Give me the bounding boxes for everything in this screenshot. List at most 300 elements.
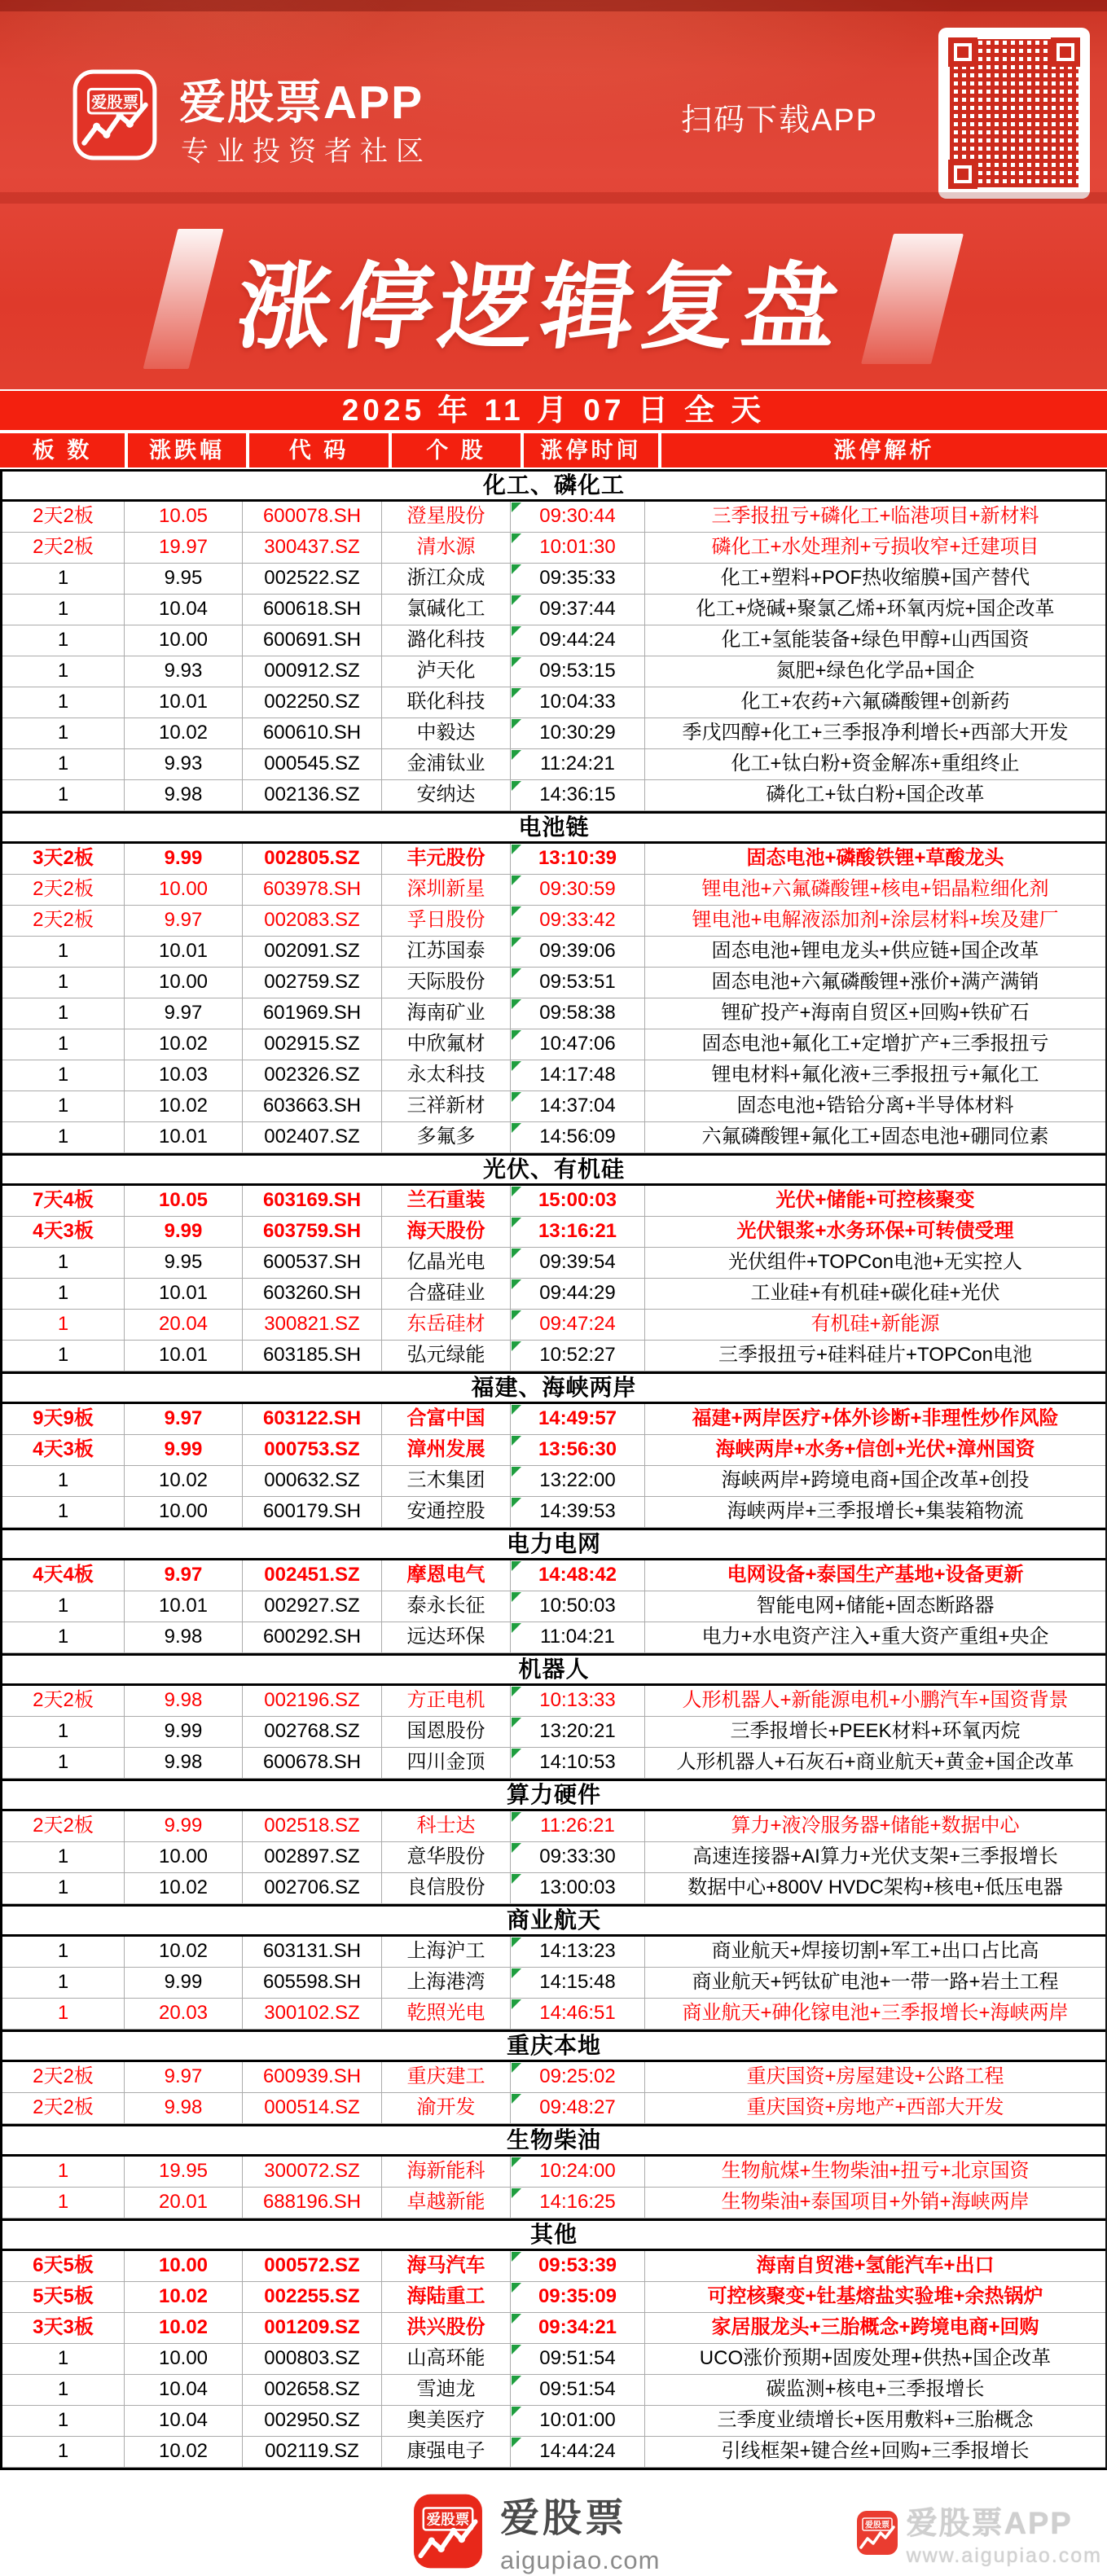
cell-analysis: 三季报扭亏+硅料硅片+TOPCon电池 [718,1344,1032,1366]
cell-stock: 联化科技 [382,687,511,718]
cell-analysis: 固态电池+锆铪分离+半导体材料 [736,1095,1014,1117]
cell-boards: 1 [2,1279,125,1309]
cell-analysis: 固态电池+锂电龙头+供应链+国企改革 [711,940,1039,962]
cell-stock: 康强电子 [382,2437,511,2467]
cell-stock: 泸天化 [382,656,511,687]
cell-code: 002196.SZ [243,1686,382,1716]
cell-analysis: 商业航天+砷化镓电池+三季报增长+海峡两岸 [682,2002,1069,2024]
cell-stock: 澄星股份 [382,502,511,532]
cell-analysis: 光伏组件+TOPCon电池+无实控人 [728,1251,1022,1273]
cell-pct: 9.98 [125,780,243,810]
cell-stock: 上海沪工 [382,1937,511,1967]
cell-boards: 1 [2,1497,125,1527]
cell-pct: 19.97 [125,533,243,563]
cell-analysis: 引线框架+键合丝+回购+三季报增长 [721,2440,1030,2462]
cell-boards: 1 [2,1748,125,1778]
cell-code: 002759.SZ [243,968,382,998]
cell-stock: 海马汽车 [382,2251,511,2281]
cell-pct: 9.98 [125,1622,243,1652]
cell-time: 14:49:57 [511,1404,645,1434]
cell-analysis: 季戊四醇+化工+三季报净利增长+西部大开发 [682,722,1069,744]
cell-pct: 10.00 [125,875,243,905]
cell-pct: 9.98 [125,1686,243,1716]
cell-time: 09:37:44 [511,595,645,625]
cell-code: 600292.SH [243,1622,382,1652]
column-header-code: 代 码 [249,433,389,467]
cell-stock: 上海港湾 [382,1968,511,1998]
cell-code: 600618.SH [243,595,382,625]
cell-stock: 弘元绿能 [382,1341,511,1371]
cell-stock: 良信股份 [382,1873,511,1903]
cell-boards: 1 [2,749,125,779]
stock-row [2,1341,1105,1371]
cell-analysis: 电力+水电资产注入+重大资产重组+央企 [701,1626,1049,1648]
stock-row [2,1310,1105,1341]
cell-boards: 1 [2,2188,125,2218]
cell-stock: 渝开发 [382,2093,511,2123]
cell-boards: 4天3板 [2,1217,125,1247]
stock-row [2,1937,1105,1968]
cell-stock: 四川金顶 [382,1748,511,1778]
cell-pct: 9.95 [125,1248,243,1278]
cell-stock: 亿晶光电 [382,1248,511,1278]
app-banner [0,0,1107,389]
cell-boards: 3天3板 [2,2313,125,2343]
cell-pct: 9.93 [125,656,243,687]
cell-stock: 三木集团 [382,1466,511,1496]
stock-row [2,1279,1105,1310]
cell-time: 09:39:06 [511,937,645,967]
cell-boards: 9天9板 [2,1404,125,1434]
cell-stock: 意华股份 [382,1842,511,1872]
cell-analysis: 家居服龙头+三胎概念+跨境电商+回购 [711,2316,1039,2338]
title-accent-right [861,234,964,364]
cell-stock: 海陆重工 [382,2282,511,2312]
cell-code: 002927.SZ [243,1591,382,1622]
stock-row [2,1748,1105,1779]
stock-row [2,1060,1105,1091]
cell-boards: 1 [2,625,125,656]
stock-row [2,780,1105,811]
stock-row [2,718,1105,749]
cell-analysis: 可控核聚变+钍基熔盐实验堆+余热锅炉 [707,2285,1043,2307]
stock-row [2,1217,1105,1248]
cell-time: 10:24:00 [511,2157,645,2187]
stock-row [2,875,1105,906]
cell-time: 14:37:04 [511,1091,645,1121]
cell-boards: 1 [2,1091,125,1121]
cell-pct: 10.02 [125,1937,243,1967]
cell-analysis: 六氟磷酸锂+氟化工+固态电池+硼同位素 [701,1126,1049,1148]
qr-code [938,28,1090,199]
cell-time: 14:39:53 [511,1497,645,1527]
section-header-9: 生物柴油 [2,2124,1105,2157]
cell-pct: 10.04 [125,2375,243,2405]
cell-pct: 9.93 [125,749,243,779]
cell-code: 603759.SH [243,1217,382,1247]
banner-title-row [0,222,1107,376]
qr-finder-icon [1051,37,1080,67]
column-header-pct: 涨跌幅(%) [128,433,246,467]
footer-watermark [856,2498,1102,2568]
footer-brand-name: 爱股票 [500,2497,628,2540]
cell-boards: 1 [2,1622,125,1652]
cell-pct: 10.02 [125,1029,243,1060]
cell-boards: 4天4板 [2,1560,125,1591]
cell-code: 000803.SZ [243,2344,382,2374]
column-header-stock: 个 股 [392,433,521,467]
cell-code: 000753.SZ [243,1435,382,1465]
cell-boards: 1 [2,780,125,810]
cell-code: 603122.SH [243,1404,382,1434]
cell-boards: 1 [2,656,125,687]
cell-pct: 10.02 [125,1091,243,1121]
section-header-2: 光伏、有机硅 [2,1153,1105,1186]
cell-boards: 1 [2,1968,125,1998]
stock-row [2,1686,1105,1717]
cell-stock: 浙江众成 [382,564,511,594]
cell-boards: 2天2板 [2,906,125,936]
cell-pct: 10.02 [125,2313,243,2343]
cell-boards: 1 [2,718,125,748]
section-header-8: 重庆本地 [2,2030,1105,2062]
stock-row [2,2062,1105,2093]
cell-stock: 深圳新星 [382,875,511,905]
cell-time: 10:01:00 [511,2406,645,2436]
scan-download-text: 扫码下载APP [681,103,879,138]
cell-code: 603131.SH [243,1937,382,1967]
cell-time: 14:36:15 [511,780,645,810]
cell-code: 002136.SZ [243,780,382,810]
cell-code: 600179.SH [243,1497,382,1527]
cell-boards: 1 [2,2157,125,2187]
cell-pct: 9.99 [125,1717,243,1747]
cell-boards: 1 [2,2375,125,2405]
cell-time: 13:00:03 [511,1873,645,1903]
cell-boards: 1 [2,2344,125,2374]
stock-row [2,906,1105,937]
cell-boards: 1 [2,2437,125,2467]
cell-pct: 10.04 [125,595,243,625]
cell-analysis: 磷化工+水处理剂+亏损收窄+迁建项目 [711,536,1039,558]
cell-time: 09:58:38 [511,998,645,1029]
cell-code: 000572.SZ [243,2251,382,2281]
column-header-time: 涨停时间 [524,433,658,467]
column-header-boards: 板 数 [0,433,125,467]
cell-pct: 9.99 [125,1435,243,1465]
cell-stock: 科士达 [382,1811,511,1841]
stock-row [2,595,1105,625]
cell-analysis: 有机硅+新能源 [810,1313,940,1335]
stock-row [2,1091,1105,1122]
column-header-analysis: 涨停解析 [661,433,1107,467]
cell-pct: 9.99 [125,844,243,874]
section-header-0: 化工、磷化工 [2,469,1105,502]
stock-row [2,1466,1105,1497]
stock-row [2,1842,1105,1873]
cell-stock: 安通控股 [382,1497,511,1527]
stock-row [2,2093,1105,2124]
stock-row [2,1122,1105,1153]
stock-row [2,502,1105,533]
cell-time: 09:44:29 [511,1279,645,1309]
cell-pct: 10.01 [125,687,243,718]
date-bar: 2025 年 11 月 07 日 全 天 [0,391,1107,430]
cell-pct: 9.97 [125,906,243,936]
cell-pct: 10.01 [125,1122,243,1152]
cell-boards: 1 [2,1060,125,1091]
stock-row [2,533,1105,564]
cell-code: 300821.SZ [243,1310,382,1340]
cell-pct: 19.95 [125,2157,243,2187]
cell-stock: 漳州发展 [382,1435,511,1465]
cell-stock: 摩恩电气 [382,1560,511,1591]
cell-code: 000632.SZ [243,1466,382,1496]
cell-time: 14:17:48 [511,1060,645,1091]
cell-code: 002326.SZ [243,1060,382,1091]
cell-time: 09:51:54 [511,2375,645,2405]
cell-analysis: 锂矿投产+海南自贸区+回购+铁矿石 [721,1002,1030,1024]
cell-code: 002119.SZ [243,2437,382,2467]
cell-boards: 1 [2,564,125,594]
cell-code: 000514.SZ [243,2093,382,2123]
brand-block [0,0,1107,195]
cell-stock: 丰元股份 [382,844,511,874]
page-title: 涨停逻辑复盘 [231,253,850,360]
cell-code: 002768.SZ [243,1717,382,1747]
cell-analysis: 智能电网+储能+固态断路器 [756,1595,995,1617]
cell-analysis: 生物柴油+泰国项目+外销+海峡两岸 [721,2191,1030,2213]
cell-stock: 东岳硅材 [382,1310,511,1340]
stock-row [2,564,1105,595]
cell-analysis: 光伏银浆+水务环保+可转债受理 [736,1220,1014,1242]
cell-boards: 3天2板 [2,844,125,874]
watermark-logo-text: 爱股票 [864,2521,890,2530]
cell-boards: 2天2板 [2,2093,125,2123]
cell-boards: 1 [2,1842,125,1872]
cell-boards: 2天2板 [2,1686,125,1716]
cell-code: 600537.SH [243,1248,382,1278]
cell-time: 09:33:42 [511,906,645,936]
stock-row [2,2157,1105,2188]
cell-analysis: 生物航煤+生物柴油+扭亏+北京国资 [721,2160,1030,2182]
section-header-1: 电池链 [2,811,1105,844]
cell-pct: 9.98 [125,2093,243,2123]
footer-logo-text: 爱股票 [426,2511,470,2528]
cell-pct: 9.98 [125,1748,243,1778]
cell-boards: 1 [2,2406,125,2436]
stock-row [2,687,1105,718]
stock-row [2,1622,1105,1653]
cell-time: 09:48:27 [511,2093,645,2123]
cell-pct: 9.95 [125,564,243,594]
cell-time: 09:34:21 [511,2313,645,2343]
cell-code: 002518.SZ [243,1811,382,1841]
cell-boards: 1 [2,998,125,1029]
watermark-app-name: 爱股票APP [906,2507,1073,2541]
cell-analysis: 商业航天+钙钛矿电池+一带一路+岩土工程 [692,1971,1059,1993]
app-logo-text: 爱股票 [91,94,138,112]
cell-pct: 10.02 [125,1873,243,1903]
cell-stock: 海新能科 [382,2157,511,2187]
cell-stock: 潞化科技 [382,625,511,656]
cell-pct: 9.99 [125,1811,243,1841]
cell-pct: 9.99 [125,1217,243,1247]
cell-time: 09:33:30 [511,1842,645,1872]
cell-code: 002407.SZ [243,1122,382,1152]
cell-code: 603978.SH [243,875,382,905]
qr-pattern [950,39,1078,187]
cell-code: 300102.SZ [243,1999,382,2029]
cell-analysis: 化工+烧碱+聚氯乙烯+环氧丙烷+国企改革 [696,598,1055,620]
stock-row [2,1029,1105,1060]
cell-time: 14:10:53 [511,1748,645,1778]
cell-stock: 海南矿业 [382,998,511,1029]
qr-finder-icon [948,37,977,67]
stock-row [2,1968,1105,1999]
cell-code: 300072.SZ [243,2157,382,2187]
cell-pct: 10.03 [125,1060,243,1091]
cell-pct: 10.02 [125,1466,243,1496]
cell-boards: 1 [2,1937,125,1967]
cell-boards: 2天2板 [2,1811,125,1841]
cell-stock: 清水源 [382,533,511,563]
cell-analysis: 化工+农药+六氟磷酸锂+创新药 [740,691,1010,713]
cell-analysis: UCO涨价预期+固废处理+供热+国企改革 [699,2347,1052,2369]
stock-row [2,1560,1105,1591]
stock-row [2,2282,1105,2313]
cell-code: 002255.SZ [243,2282,382,2312]
cell-boards: 1 [2,595,125,625]
cell-stock: 氯碱化工 [382,595,511,625]
cell-code: 002083.SZ [243,906,382,936]
cell-analysis: 化工+钛白粉+资金解冻+重组终止 [731,753,1020,775]
cell-time: 14:13:23 [511,1937,645,1967]
cell-pct: 10.00 [125,2251,243,2281]
cell-boards: 1 [2,1999,125,2029]
cell-time: 10:50:03 [511,1591,645,1622]
app-tagline: 专业投资者社区 [181,136,432,167]
cell-boards: 5天5板 [2,2282,125,2312]
stock-row [2,1248,1105,1279]
cell-time: 14:44:24 [511,2437,645,2467]
cell-analysis: 碳监测+核电+三季报增长 [766,2378,985,2400]
cell-time: 10:47:06 [511,1029,645,1060]
footer-app-logo-icon [412,2493,484,2569]
cell-analysis: 高速连接器+AI算力+光伏支架+三季报增长 [692,1845,1058,1867]
cell-stock: 乾照光电 [382,1999,511,2029]
cell-analysis: 三季度业绩增长+医用敷料+三胎概念 [717,2409,1034,2431]
cell-boards: 2天2板 [2,502,125,532]
cell-stock: 永太科技 [382,1060,511,1091]
stock-row [2,1497,1105,1528]
cell-stock: 江苏国泰 [382,937,511,967]
cell-code: 002658.SZ [243,2375,382,2405]
cell-analysis: 三季报增长+PEEK材料+环氧丙烷 [730,1720,1021,1742]
cell-boards: 1 [2,1591,125,1622]
cell-pct: 9.97 [125,998,243,1029]
stock-row [2,1186,1105,1217]
section-header-7: 商业航天 [2,1904,1105,1937]
cell-analysis: 海南自贸港+氢能汽车+出口 [756,2254,995,2276]
cell-boards: 1 [2,1466,125,1496]
stock-row [2,1811,1105,1842]
cell-time: 09:35:33 [511,564,645,594]
cell-time: 11:26:21 [511,1811,645,1841]
cell-stock: 卓越新能 [382,2188,511,2218]
cell-stock: 多氟多 [382,1122,511,1152]
cell-time: 09:51:54 [511,2344,645,2374]
cell-time: 10:30:29 [511,718,645,748]
cell-boards: 1 [2,968,125,998]
cell-analysis: 工业硅+有机硅+碳化硅+光伏 [750,1282,1000,1304]
section-header-6: 算力硬件 [2,1779,1105,1811]
cell-analysis: 光伏+储能+可控核聚变 [775,1189,975,1211]
cell-analysis: 锂电池+六氟磷酸锂+核电+铝晶粒细化剂 [701,878,1049,900]
cell-code: 002915.SZ [243,1029,382,1060]
cell-code: 002897.SZ [243,1842,382,1872]
cell-code: 002522.SZ [243,564,382,594]
cell-boards: 6天5板 [2,2251,125,2281]
cell-time: 14:56:09 [511,1122,645,1152]
cell-time: 13:20:21 [511,1717,645,1747]
cell-stock: 国恩股份 [382,1717,511,1747]
cell-boards: 1 [2,1310,125,1340]
cell-analysis: 磷化工+钛白粉+国企改革 [766,783,985,805]
cell-code: 603663.SH [243,1091,382,1121]
cell-pct: 10.01 [125,1279,243,1309]
cell-analysis: 固态电池+磷酸铁锂+草酸龙头 [746,847,1004,869]
stock-row [2,2313,1105,2344]
cell-time: 09:30:59 [511,875,645,905]
cell-time: 10:52:27 [511,1341,645,1371]
cell-boards: 4天3板 [2,1435,125,1465]
cell-code: 002706.SZ [243,1873,382,1903]
cell-time: 09:53:39 [511,2251,645,2281]
cell-boards: 2天2板 [2,533,125,563]
stock-row [2,998,1105,1029]
cell-time: 09:25:02 [511,2062,645,2092]
stock-row [2,2251,1105,2282]
cell-time: 10:04:33 [511,687,645,718]
cell-code: 600691.SH [243,625,382,656]
cell-code: 603169.SH [243,1186,382,1216]
stock-row [2,1717,1105,1748]
cell-time: 10:01:30 [511,533,645,563]
watermark-logo-icon [856,2510,898,2556]
cell-time: 14:46:51 [511,1999,645,2029]
cell-pct: 10.02 [125,2437,243,2467]
cell-analysis: 锂电材料+氟化液+三季报扭亏+氟化工 [711,1064,1039,1086]
cell-stock: 金浦钛业 [382,749,511,779]
cell-stock: 中毅达 [382,718,511,748]
cell-boards: 1 [2,1873,125,1903]
cell-stock: 合盛硅业 [382,1279,511,1309]
cell-pct: 20.04 [125,1310,243,1340]
cell-code: 002091.SZ [243,937,382,967]
cell-analysis: 重庆国资+房地产+西部大开发 [746,2096,1004,2118]
cell-pct: 10.00 [125,968,243,998]
cell-stock: 安纳达 [382,780,511,810]
cell-time: 13:16:21 [511,1217,645,1247]
cell-analysis: 海峡两岸+三季报增长+集装箱物流 [727,1500,1024,1522]
stock-row [2,1873,1105,1904]
cell-boards: 1 [2,687,125,718]
cell-boards: 7天4板 [2,1186,125,1216]
cell-analysis: 算力+液冷服务器+储能+数据中心 [731,1815,1020,1837]
cell-stock: 重庆建工 [382,2062,511,2092]
cell-pct: 10.01 [125,1341,243,1371]
